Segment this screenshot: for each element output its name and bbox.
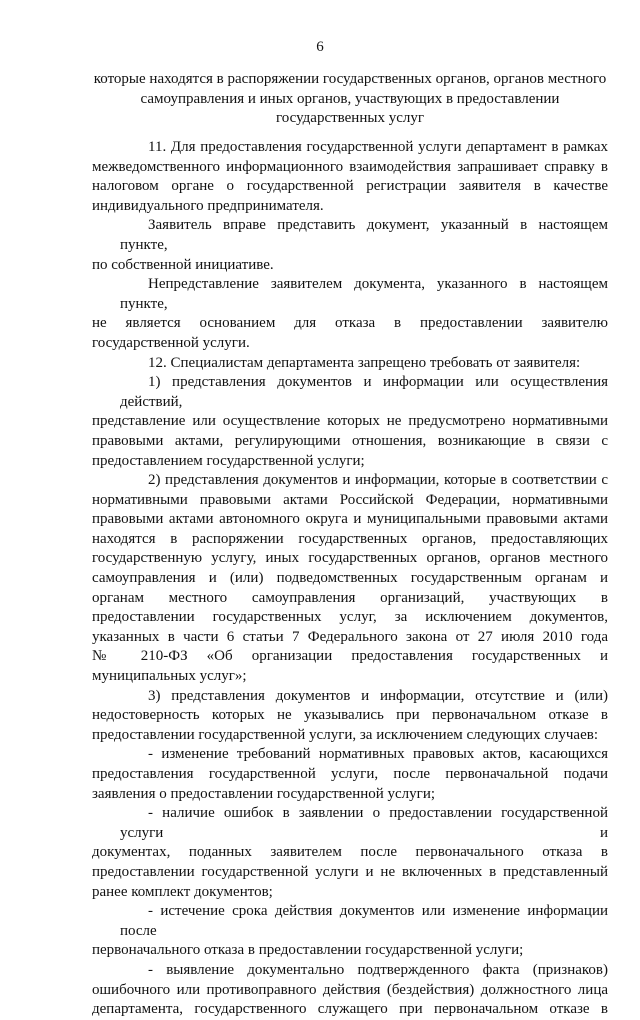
text-line: индивидуального предпринимателя. xyxy=(92,197,324,214)
document-body xyxy=(92,138,608,1020)
text-line: 3) представления документов и информации, отсутствие и (или) xyxy=(148,687,608,704)
text-line: правовыми актами, регулирующими отношения, возникающие в связи с xyxy=(92,432,608,449)
text-line: - истечение срока действия документов или изменение информации после xyxy=(120,903,608,939)
text-line: по собственной инициативе. xyxy=(92,256,274,273)
text-line: - выявление документально подтвержденного факта (признаков) xyxy=(148,961,608,978)
text-line: документах, поданных заявителем после первоначального отказа в xyxy=(92,844,608,861)
text-line: предоставлении государственной услуги, за исключением следующих случаев: xyxy=(92,726,598,743)
text-line: первоначального отказа в предоставлении государственной услуги; xyxy=(92,942,524,959)
text-line: муниципальных услуг»; xyxy=(92,668,247,685)
text-line: межведомственного информационного взаимодействия запрашивает справку в xyxy=(92,158,608,175)
text-line: налоговом органе о государственной регистрации заявителя в качестве xyxy=(92,178,608,195)
text-line: представление или осуществление которых не предусмотрено нормативными xyxy=(92,413,608,430)
text-line: - изменение требований нормативных правовых актов, касающихся xyxy=(148,746,608,763)
paragraph xyxy=(92,373,608,471)
text-line: не является основанием для отказа в предоставлении заявителю xyxy=(92,315,608,332)
text-line: департамента, государственного служащего при первоначальном отказе в xyxy=(92,1001,608,1018)
text-line: ошибочного или противоправного действия (бездействия) должностного лица xyxy=(92,981,608,998)
paragraph xyxy=(92,471,608,687)
text-line: - наличие ошибок в заявлении о предоставлении государственной услуги и xyxy=(120,805,608,841)
paragraph xyxy=(92,804,608,902)
paragraph xyxy=(92,138,608,216)
text-line: ранее комплект документов; xyxy=(92,883,273,900)
text-line: находятся в распоряжении государственных органов, предоставляющих xyxy=(92,530,608,547)
text-line: Заявитель вправе представить документ, указанный в настоящем пункте, xyxy=(120,217,608,253)
text-line: недостоверность которых не указывались при первоначальном отказе в xyxy=(92,707,608,724)
paragraph xyxy=(92,216,608,275)
paragraph xyxy=(92,902,608,961)
text-line: предоставлении государственных услуг, за исключением документов, xyxy=(92,609,608,626)
paragraph xyxy=(92,275,608,353)
text-line: заявления о предоставлении государственной услуги; xyxy=(92,785,436,802)
text-line: 1) представления документов и информации или осуществления действий, xyxy=(120,374,608,410)
paragraph xyxy=(92,745,608,804)
heading-line: которые находятся в распоряжении государственных органов, органов местного xyxy=(93,71,607,87)
text-line: органам местного самоуправления организаций, участвующих в xyxy=(92,589,608,606)
text-line: Непредставление заявителем документа, указанного в настоящем пункте, xyxy=(120,276,608,312)
text-line: государственной услуги. xyxy=(92,334,250,351)
text-line: предоставлением государственной услуги; xyxy=(92,452,365,469)
heading-line: государственных услуг xyxy=(275,110,424,127)
page-number: 6 xyxy=(316,39,324,55)
text-line: предоставлении государственной услуги и не включенных в представленный xyxy=(92,863,608,880)
text-line: государственную услугу, иных государственных органов, органов местного xyxy=(92,550,608,567)
text-line: нормативными правовыми актами Российской Федерации, нормативными xyxy=(92,491,608,508)
text-line: 2) представления документов и информации, которые в соответствии с xyxy=(148,472,608,489)
paragraph xyxy=(92,687,608,746)
text-line: 11. Для предоставления государственной услуги департамент в рамках xyxy=(148,139,608,155)
heading-line: самоуправления и иных органов, участвующих в предоставлении xyxy=(140,90,560,107)
paragraph xyxy=(92,961,608,1020)
section-heading xyxy=(92,70,608,129)
text-line: самоуправления и (или) подведомственных государственным органам и xyxy=(92,570,608,587)
text-line: 12. Специалистам департамента запрещено требовать от заявителя: xyxy=(148,354,581,371)
paragraph xyxy=(92,354,608,374)
text-line: указанных в части 6 статьи 7 Федерального закона от 27 июля 2010 года xyxy=(92,628,608,645)
text-line: правовыми актами автономного округа и муниципальными правовыми актами xyxy=(92,511,608,528)
text-line: № 210-ФЗ «Об организации предоставления государственных и xyxy=(92,648,608,665)
text-line: предоставления государственной услуги, после первоначальной подачи xyxy=(92,766,608,782)
